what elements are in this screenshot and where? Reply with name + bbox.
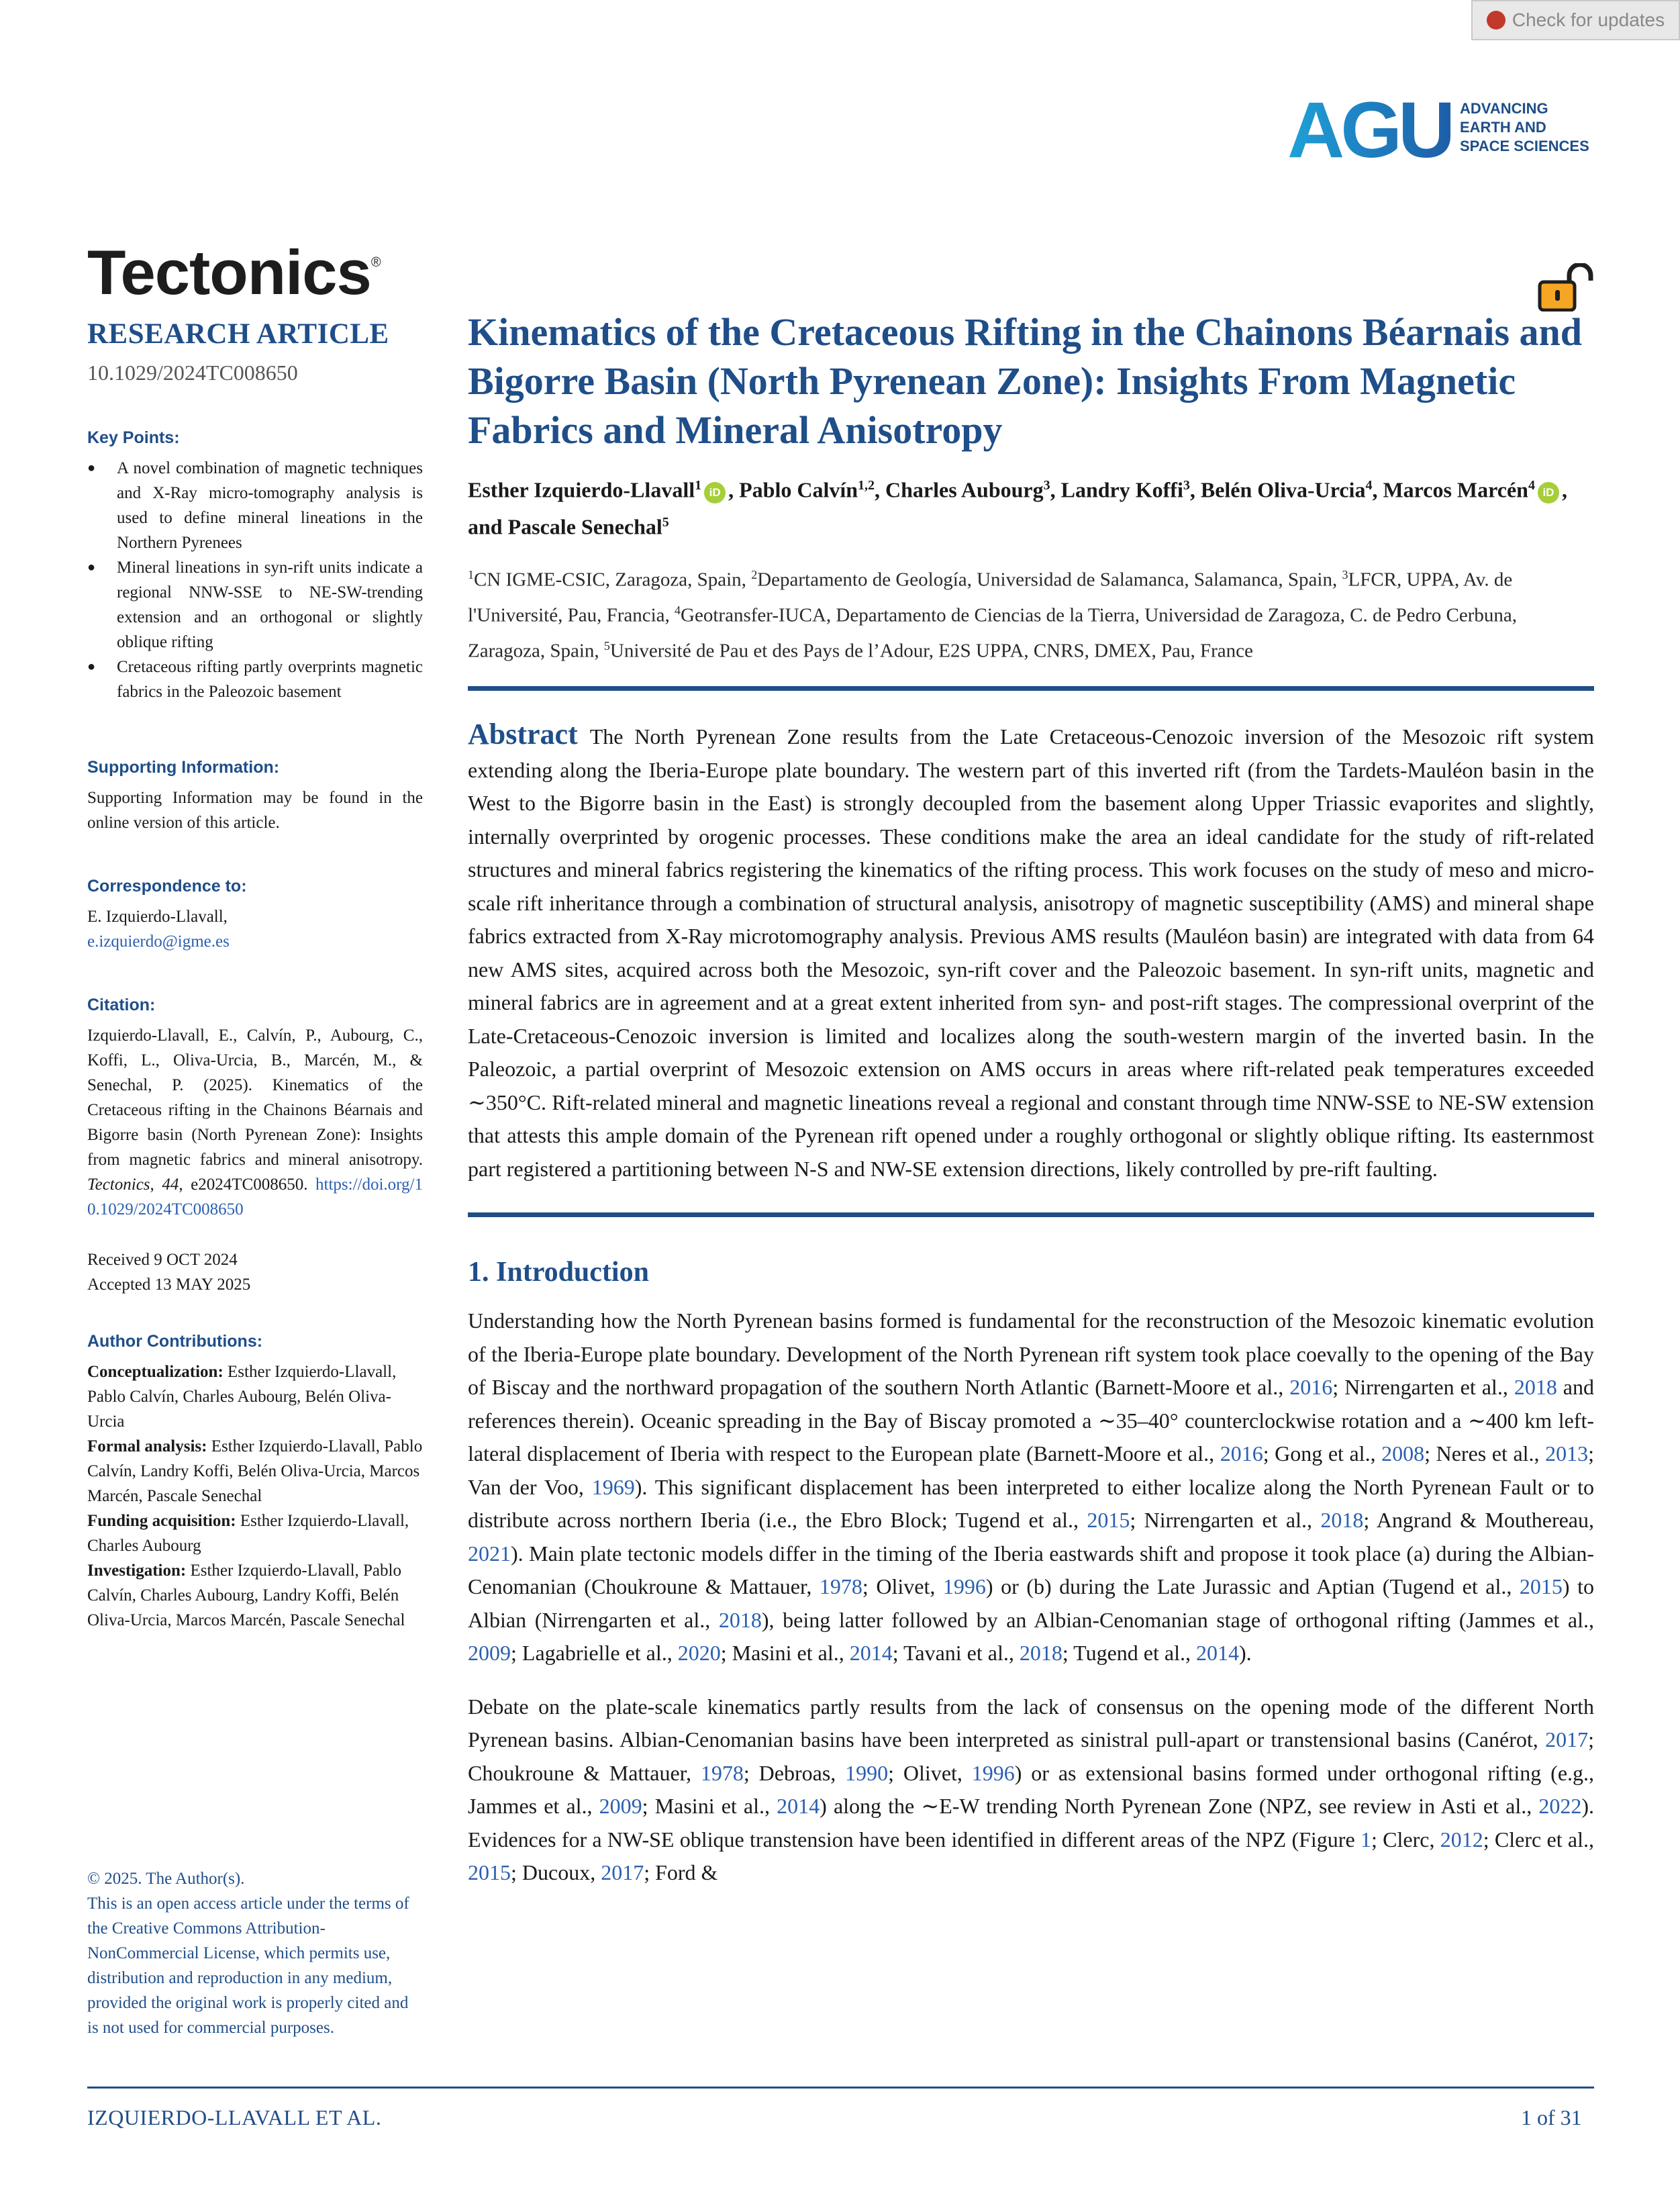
paragraph-text: ; Neres et al., [1424,1441,1546,1466]
contribution-item [87,1508,423,1558]
affiliation-number: 3 [1342,568,1348,582]
paragraph-text: ). Main plate tectonic models differ in the timing of the Iberia eastwards shift and propose it took place (a) during the Albian-Cenomanian (Choukroune & Mattauer, [468,1541,1594,1599]
citation-link[interactable]: 2021 [468,1541,511,1566]
accepted-date: Accepted 13 MAY 2025 [87,1276,251,1294]
citation-link[interactable]: 2012 [1440,1827,1483,1852]
paragraph-text: ; Nirrengarten et al., [1130,1508,1321,1533]
citation-link[interactable]: 2015 [1087,1508,1130,1533]
citation-link[interactable]: 1978 [819,1574,862,1599]
author-name: Belén Oliva-Urcia [1200,477,1366,502]
paragraph-text: ; Olivet, [862,1574,943,1599]
citation-link[interactable]: 1969 [591,1474,635,1499]
citation-link[interactable]: 1996 [942,1574,986,1599]
main-column [468,307,1594,1890]
citation-article-id: , e2024TC008650. [179,1176,308,1194]
affiliation-number: 1 [468,568,474,582]
agu-tagline-line: ADVANCING [1460,100,1548,117]
license-notice [87,1866,423,2040]
contribution-role: Investigation: [87,1562,187,1580]
supporting-info-heading: Supporting Information: [87,758,280,777]
author-name: Esther Izquierdo-Llavall [468,477,695,502]
abstract [468,718,1594,1186]
contribution-names: Esther Izquierdo-Llavall, Pablo Calvín, Charles Aubourg, Landry Koffi, Belén Oliva-Urcia, Marcos Marcén, Pascale Senechal [87,1562,405,1629]
page-number: 1 of 31 [1521,2105,1582,2129]
supporting-info-text: Supporting Information may be found in the online version of this article. [87,789,423,832]
contribution-names: Esther Izquierdo-Llavall, Charles Aubourg [87,1512,409,1555]
citation-link[interactable]: 2015 [468,1860,511,1885]
citation-link[interactable]: 2018 [1514,1375,1557,1400]
paragraph-text: ) or as extensional basins formed under orthogonal rifting (e.g., Jammes et al., [468,1760,1595,1819]
paragraph-text: Understanding how the North Pyrenean basins formed is fundamental for the reconstruction of the Mesozoic kinematic evolution of the Iberia-Europe plate boundary. Development of the North Pyrenean rift system took place coevally to the opening of the Bay of Biscay and the northward propagation of the southern North Atlantic (Barnett-Moore et al., [468,1308,1594,1400]
paragraph-text: ) or (b) during the Late Jurassic and Aptian (Tugend et al., [985,1574,1520,1599]
citation-journal: Tectonics [87,1176,150,1194]
citation-block: Izquierdo-Llavall, E., Calvín, P., Aubourg, C., Koffi, L., Oliva-Urcia, B., Marcén, M., & Senechal, P. (2025). Kinematics of the Cretaceous rifting in the Chainons Béarnais and Bigorre basin (North Pyrenean Zone): Insights from magnetic fabrics and mineral anisotropy. Tectonics, 44, e2024TC008650. https://doi.org/10.1029/2024TC008650 [87,1026,423,1218]
contribution-role: Conceptualization: [87,1363,224,1381]
running-head: IZQUIERDO-LLAVALL ET AL. [87,2105,382,2129]
citation-link[interactable]: 2016 [1220,1441,1263,1466]
abstract-heading: Abstract [468,718,578,751]
citation-link[interactable]: 2015 [1519,1574,1563,1599]
citation-link[interactable]: 1978 [700,1760,744,1785]
paragraph-text: ). Evidences for a NW-SE oblique transtension have been identified in different areas of the NPZ (Figure [468,1794,1595,1852]
paragraph-text: and references therein). Oceanic spreading in the Bay of Biscay promoted a ∼35–40° counterclockwise rotation and a ∼400 km left-lateral displacement of Iberia with respect to the European plate (Barnett-Moore et al., [468,1375,1595,1466]
paragraph-text: ; Van der Voo, [468,1441,1595,1499]
abstract-text: The North Pyrenean Zone results from the Late Cretaceous-Cenozoic inversion of the Mesozoic rift system extending along the Iberia-Europe plate boundary. The western part of this inverted rift (from the Tardets-Mauléon basin in the West to the Bigorre basin in the East) is strongly decoupled from the basement along Upper Triassic evaporites and slightly, internally overprinted by orogenic processes. These conditions make the area an ideal candidate for the study of rift-related structures and mineral fabrics registering the kinematics of the rifting process. This work focuses on the study of meso and micro-scale rift inheritance through a combination of structural analysis, anisotropy of magnetic susceptibility (AMS) and mineral shape fabrics extracted from X-Ray microtomography analysis. Previous AMS results (Mauléon basin) are integrated with data from 64 new AMS sites, acquired across both the Mesozoic, syn-rift cover and the Paleozoic basement. In syn-rift units, magnetic and mineral fabrics are in agreement and at a great extent inherited from syn- and post-rift stages. The compressional overprint of the Late-Cretaceous-Cenozoic inversion is limited and localizes along the south-western margin of the inverted basin. In the Paleozoic, a partial overprint of Mesozoic extension on AMS occurs in areas where rift-related peak temperatures exceeded ∼350°C. Rift-related mineral and magnetic lineations reveal a regional and constant through time NNW-SSE to NE-SW extension that attests this ample domain of the Pyrenean rift opened under a roughly orthogonal or slightly oblique rifting. Its easternmost part registered a partitioning between N-S and NW-SE extension directions, likely controlled by pre-rift faulting. [468,724,1594,1181]
citation-link[interactable]: 2008 [1381,1441,1425,1466]
paragraph-text: ; Gong et al., [1263,1441,1382,1466]
citation-text: Izquierdo-Llavall, E., Calvín, P., Aubourg, C., Koffi, L., Oliva-Urcia, B., Marcén, M., & Senechal, P. (2025). Kinematics of the Cretaceous rifting in the Chainons Béarnais and Bigorre basin (North Pyrenean Zone): Insights from magnetic fabrics and mineral anisotropy. [87,1026,423,1169]
introduction-paragraph [468,1304,1594,1670]
author-name: Pascale Senechal [507,514,662,539]
paragraph-text: ; Ford & [644,1860,718,1885]
citation-link[interactable]: 2018 [718,1607,762,1632]
citation-link[interactable]: 2014 [849,1641,893,1666]
paragraph-text: ; Lagabrielle et al., [511,1641,678,1666]
author-separator: , [1189,477,1201,502]
received-date: Received 9 OCT 2024 [87,1251,238,1269]
orcid-icon[interactable]: iD [1538,482,1559,504]
citation-link[interactable]: 2018 [1320,1508,1364,1533]
author-separator: , and [468,477,1567,539]
author-affiliation-sup: 4 [1528,478,1535,493]
author-affiliation-sup: 3 [1043,478,1050,493]
author-separator: , [1050,477,1061,502]
citation-link[interactable]: 2017 [1545,1727,1589,1752]
citation-link[interactable]: 1996 [971,1760,1015,1785]
check-updates-label: Check for updates [1512,9,1665,30]
affiliation-text: CN IGME-CSIC, Zaragoza, Spain, [474,569,752,591]
sidebar [87,316,423,1633]
author-list [468,469,1594,542]
article-type: RESEARCH ARTICLE [87,318,389,350]
paragraph-text: ; Clerc et al., [1483,1827,1595,1852]
author-name: Pablo Calvín [739,477,858,502]
affiliation-text: Université de Pau et des Pays de l’Adour, E2S UPPA, CNRS, DMEX, Pau, France [609,640,1253,662]
paragraph-text: ; Clerc, [1371,1827,1440,1852]
author-affiliation-sup: 1,2 [858,478,875,493]
citation-link[interactable]: 1 [1360,1827,1371,1852]
agu-logo-text: AGU [1287,95,1452,175]
paragraph-text: ; Nirrengarten et al., [1332,1375,1514,1400]
paragraph-text: ; Ducoux, [511,1860,601,1885]
affiliation-text: Geotransfer-IUCA, Departamento de Ciencias de la Tierra, Universidad de Zaragoza, C. de Pedro Cerbuna, Zaragoza, Spain, [468,604,1518,662]
affiliation-number: 2 [751,568,758,582]
citation-link[interactable]: 2014 [1195,1641,1239,1666]
citation-link[interactable]: 2016 [1289,1375,1333,1400]
paragraph-text: ; Tavani et al., [892,1641,1020,1666]
journal-title [87,236,381,309]
author-separator: , [728,477,740,502]
agu-tagline-line: EARTH AND [1460,119,1546,136]
abstract-bottom-rule [468,1212,1594,1217]
contribution-role: Funding acquisition: [87,1512,236,1530]
citation-link[interactable]: 2022 [1538,1794,1582,1819]
citation-link[interactable]: 2009 [599,1794,642,1819]
abstract-top-rule [468,686,1594,691]
paragraph-text: ; Angrand & Mouthereau, [1363,1508,1595,1533]
citation-volume: 44 [162,1176,179,1194]
orcid-icon[interactable]: iD [704,482,726,504]
author-separator: , [1372,477,1383,502]
crossmark-icon [1487,11,1505,30]
citation-link[interactable]: 2013 [1545,1441,1589,1466]
author-separator: , [875,477,886,502]
correspondence-email-link[interactable]: e.izquierdo@igme.es [87,932,230,951]
author-name: Marcos Marcén [1383,477,1528,502]
paragraph-text: ; Olivet, [888,1760,972,1785]
contribution-names: Esther Izquierdo-Llavall, Pablo Calvín, Landry Koffi, Belén Oliva-Urcia, Marcos Marcén, Pascale Senechal [87,1437,423,1505]
author-name: Charles Aubourg [885,477,1044,502]
journal-name: Tectonics [87,237,371,307]
paragraph-text: ; Debroas, [743,1760,846,1785]
open-access-lock-icon [1537,263,1596,312]
citation-link[interactable]: 2009 [468,1641,511,1666]
affiliation-text: Departamento de Geología, Universidad de Salamanca, Salamanca, Spain, [757,569,1342,591]
citation-link[interactable]: 2020 [677,1641,721,1666]
affiliations [468,560,1594,666]
citation-link[interactable]: 2017 [601,1860,644,1885]
key-point-item: ● Cretaceous rifting partly overprints magnetic fabrics in the Paleozoic basement [87,655,423,704]
paragraph-text: ). [1238,1641,1252,1666]
correspondence-name: E. Izquierdo-Llavall, [87,908,228,926]
affiliation-number: 5 [603,638,610,653]
contribution-item [87,1558,423,1633]
citation-heading: Citation: [87,996,156,1014]
license-copyright: © 2025. The Author(s). [87,1870,245,1888]
author-affiliation-sup: 1 [695,478,702,493]
contribution-names: Esther Izquierdo-Llavall, Pablo Calvín, Charles Aubourg, Belén Oliva-Urcia [87,1363,397,1431]
registered-mark: ® [370,255,381,270]
citation-doi-link[interactable]: https://doi.org/10.1029/2024TC008650 [87,1176,423,1218]
paragraph-text: Debate on the plate-scale kinematics partly results from the lack of consensus on the opening mode of the different North Pyrenean basins. Albian-Cenomanian basins have been interpreted as sinistral pull-apart or transtensional basins (Canérot, [468,1694,1594,1752]
author-affiliation-sup: 4 [1365,478,1373,493]
paragraph-text: ; Choukroune & Mattauer, [468,1727,1594,1785]
paragraph-text: ; Tugend et al., [1062,1641,1196,1666]
author-affiliation-sup: 3 [1183,478,1190,493]
correspondence-heading: Correspondence to: [87,877,247,896]
citation-link[interactable]: 2018 [1019,1641,1063,1666]
paragraph-text: ), being latter followed by an Albian-Cenomanian stage of orthogonal rifting (Jammes et al., [761,1607,1595,1632]
introduction-heading: 1. Introduction [468,1257,649,1288]
paragraph-text: ; Masini et al., [642,1794,777,1819]
license-text[interactable]: This is an open access article under the terms of the Creative Commons Attribution-NonCommercial License, which permits use, distribution and reproduction in any medium, provided the original work is properly cited and is not used for commercial purposes. [87,1895,409,2037]
key-points-heading: Key Points: [87,428,180,447]
contribution-role: Formal analysis: [87,1437,207,1455]
agu-tagline [1460,99,1589,156]
paragraph-text: ) along the ∼E-W trending North Pyrenean Zone (NPZ, see review in Asti et al., [820,1794,1539,1819]
citation-link[interactable]: 1990 [845,1760,889,1785]
key-point-item: ● Mineral lineations in syn-rift units indicate a regional NNW-SSE to NE-SW-trending extension and an orthogonal or slightly oblique rifting [87,555,423,655]
paragraph-text: ) to Albian (Nirrengarten et al., [468,1574,1595,1632]
agu-tagline-line: SPACE SCIENCES [1460,138,1589,154]
citation-link[interactable]: 2014 [777,1794,820,1819]
key-points-list [87,456,423,704]
paragraph-text: ). This significant displacement has been interpreted to either localize along the North Pyrenean Fault or to distribute across northern Iberia (i.e., the Ebro Block; Tugend et al., [468,1474,1595,1533]
author-name: Landry Koffi [1060,477,1183,502]
key-point-item: ● A novel combination of magnetic techniques and X-Ray micro-tomography analysis is used to define mineral lineations in the Northern Pyrenees [87,456,423,555]
article-title: Kinematics of the Cretaceous Rifting in the Chainons Béarnais and Bigorre Basin (North Pyrenean Zone): Insights From Magnetic Fabrics and Mineral Anisotropy [468,310,1583,452]
paragraph-text: ; Masini et al., [720,1641,850,1666]
affiliation-number: 4 [675,603,681,617]
contribution-item [87,1359,423,1434]
author-affiliation-sup: 5 [662,514,669,530]
check-for-updates-button[interactable] [1471,0,1680,40]
footer-rule [87,2087,1594,2089]
author-contributions-heading: Author Contributions: [87,1332,263,1351]
contribution-item [87,1434,423,1508]
doi[interactable]: 10.1029/2024TC008650 [87,361,298,385]
introduction-paragraph [468,1690,1594,1890]
affiliation-text: LFCR, UPPA, Av. de l'Université, Pau, Francia, [468,569,1513,626]
